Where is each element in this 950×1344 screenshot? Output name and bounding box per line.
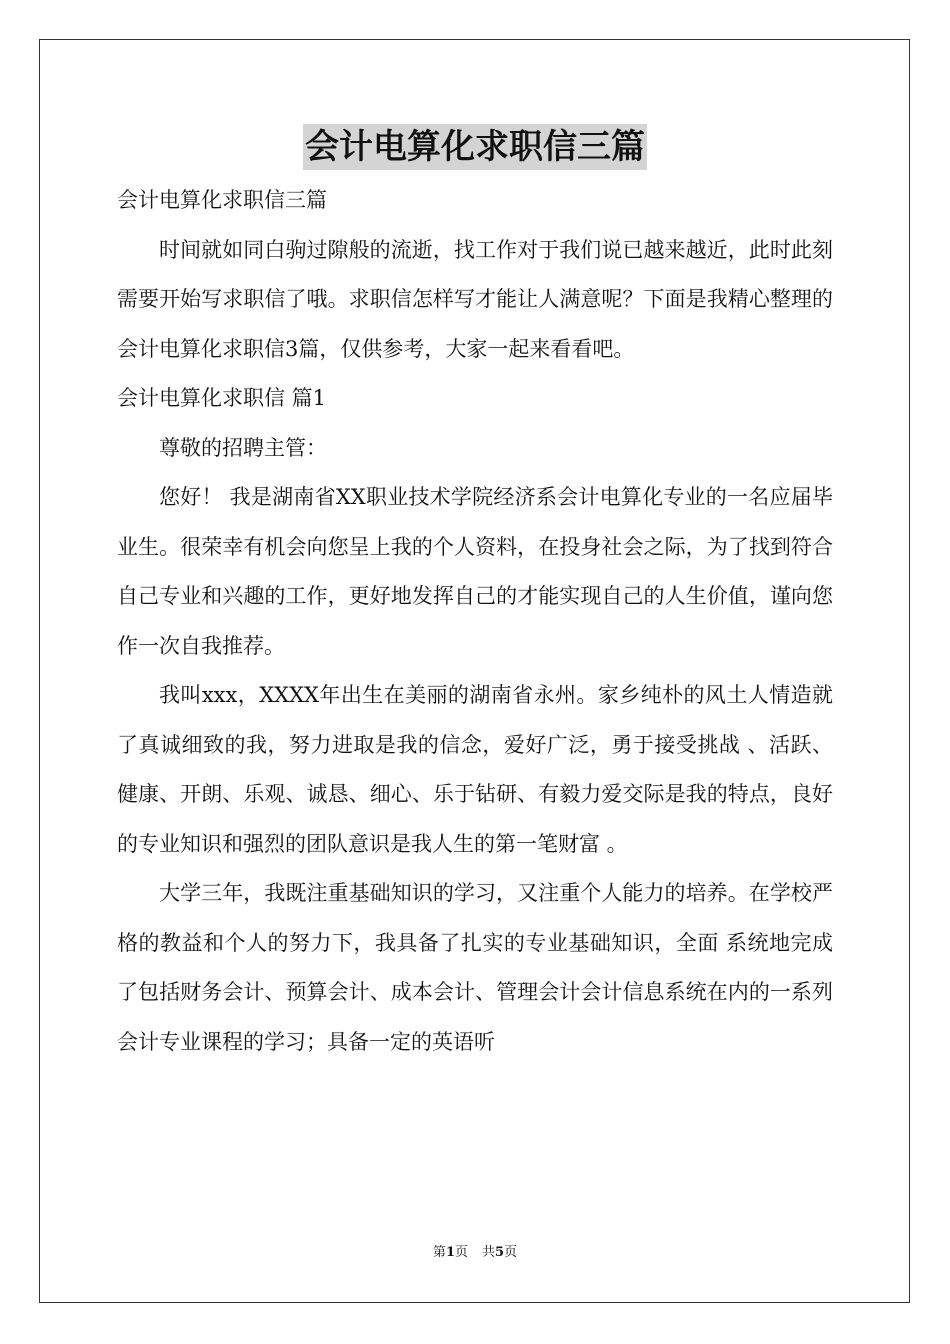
total-prefix: 共	[482, 1245, 496, 1260]
section-heading: 会计电算化求职信 篇1	[117, 386, 327, 410]
subtitle-paragraph: 会计电算化求职信三篇	[117, 188, 327, 212]
page-footer	[0, 1243, 950, 1263]
page-prefix: 第	[432, 1245, 446, 1260]
page-unit: 页	[454, 1245, 468, 1260]
body-paragraph: 大学三年，我既注重基础知识的学习，又注重个人能力的培养。在学校严格的教益和个人的努力下，我具备了扎实的专业基础知识，全面 系统地完成了包括财务会计、预算会计、成本会计、管理会计会计信息系统在内的一系列会计专业课程的学习；具备一定的英语听	[117, 881, 833, 1054]
salutation-paragraph: 尊敬的招聘主管：	[159, 435, 327, 460]
intro-paragraph: 时间就如同白驹过隙般的流逝，找工作对于我们说已越来越近，此时此刻需要开始写求职信了哦。求职信怎样写才能让人满意呢？下面是我精心整理的会计电算化求职信3篇，仅供参考，大家一起来看看吧。	[117, 237, 833, 361]
total-unit: 页	[504, 1245, 518, 1260]
page-number: 1	[445, 1245, 455, 1260]
document-body	[117, 176, 833, 1067]
body-paragraph: 我叫xxx，XXXX年出生在美丽的湖南省永州。家乡纯朴的风土人情造就了真诚细致的我，努力进取是我的信念，爱好广泛，勇于接受挑战 、活跃、健康、开朗、乐观、诚恳、细心、乐于钻研、有毅力爱交际是我的特点，良好的专业知识和强烈的团队意识是我人生的第一笔财富 。	[117, 683, 833, 856]
title-wrap	[0, 124, 950, 170]
document-title: 会计电算化求职信三篇	[303, 124, 647, 170]
page-total: 5	[495, 1245, 505, 1260]
body-paragraph: 您好！ 我是湖南省XX职业技术学院经济系会计电算化专业的一名应届毕业生。很荣幸有机会向您呈上我的个人资料，在投身社会之际，为了找到符合 自己专业和兴趣的工作，更好地发挥自己的才能实现自己的人生价值，谨向您作一次自我推荐。	[117, 485, 833, 658]
